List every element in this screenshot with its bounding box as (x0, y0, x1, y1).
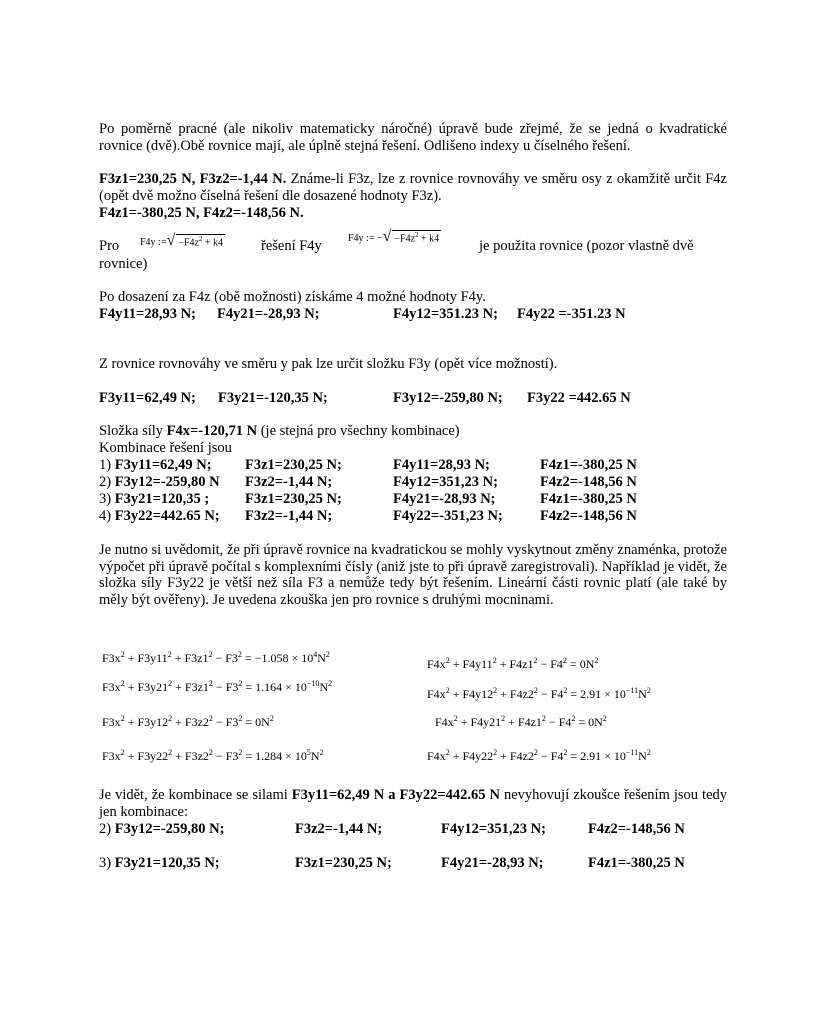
intro-paragraph: Po poměrně pracné (ale nikoliv matematicky náročné) úpravě bude zřejmé, že se jedná o kvadratické rovnice (dvě).Obě rovnice mají, ale úplně stejná řešení. Odlišeno indexy u číselného řešení. (99, 121, 727, 154)
f3y22: F3y22 =442.65 N (527, 390, 631, 406)
check-equation-left: $F3x^2 + F3y21^2 + F3z1^2 - F3^2 = 1.164 \times 10^{-10}N^2$ (102, 679, 333, 694)
final-combo-row: 3) F3y21=120,35 N; F3z1=230,25 N; F4y21=-28,93 N; F4z1=-380,25 N (99, 855, 685, 871)
check-equation-left: $F3x^2 + F3y22^2 + F3z2^2 - F3^2 = 1.284 \times 10^5N^2$ (102, 748, 324, 763)
check-equation-right: $F4x^2 + F4y12^2 + F4z2^2 - F4^2 = 2.91 \times 10^{-11}N^2$ (427, 686, 651, 701)
f3z-text: Známe-li F3z, lze z rovnice rovnováhy ve směru osy z okamžitě určit F4z (opět dvě možno číselná řešení dle dosazené hodnoty F3z). (99, 171, 727, 204)
f3y-values-row (99, 390, 739, 407)
combo-row: 3) F3y21=120,35 ; F3z1=230,25 N; F4y21=-28,93 N; F4z1=-380,25 N (99, 491, 637, 507)
f3y-intro: Z rovnice rovnováhy ve směru y pak lze určit složku F3y (opět více možností). (99, 356, 558, 372)
f3z-paragraph (99, 171, 727, 204)
combinations-heading: Kombinace řešení jsou (99, 440, 232, 456)
f3y21: F3y21=-120,35 N; (218, 390, 328, 406)
f4y-intro: Po dosazení za F4z (obě možnosti) získáme 4 možné hodnoty F4y. (99, 289, 486, 305)
check-equation-left: $F3x^2 + F3y11^2 + F3z1^2 - F3^2 = -1.058 \times 10^4N^2$ (102, 650, 330, 665)
rovnice-line2: rovnice) (99, 256, 148, 272)
f3y11: F3y11=62,49 N; (99, 390, 196, 406)
f3y12: F3y12=-259,80 N; (393, 390, 503, 406)
check-equation-right: $F4x^2 + F4y22^2 + F4z2^2 - F4^2 = 2.91 \times 10^{-11}N^2$ (427, 748, 651, 763)
f4z-values: F4z1=-380,25 N, F4z2=-148,56 N. (99, 205, 304, 221)
f4y-formula-2: F4y := −√ $-F4z^2 + k4$ (348, 228, 440, 245)
check-equation-right: $F4x^2 + F4y11^2 + F4z1^2 - F4^2 = 0N^2$ (427, 656, 599, 671)
f4x-paragraph: Složka síly F4x=-120,71 N (je stejná pro všechny kombinace) (99, 423, 460, 439)
final-combo-row: 2) F3y12=-259,80 N; F3z2=-1,44 N; F4y12=351,23 N; F4z2=-148,56 N (99, 821, 685, 837)
f4y-values-row (99, 306, 739, 323)
rovnice-text: je použita rovnice (pozor vlastně dvě (479, 238, 694, 254)
f4y-formula-1: F4y :=√ $-F4z^2 + k4$ (140, 232, 224, 249)
f4y12: F4y12=351.23 N; (393, 306, 498, 322)
f4y11: F4y11=28,93 N; (99, 306, 196, 322)
f4y22: F4y22 =-351.23 N (517, 306, 626, 322)
check-equation-left: $F3x^2 + F3y12^2 + F3z2^2 - F3^2 = 0N^2$ (102, 714, 274, 729)
conclusion-paragraph: Je vidět, že kombinace se silami F3y11=62,49 N a F3y22=442.65 N nevyhovují zkoušce řešením jsou tedy jen kombinace: (99, 787, 727, 820)
combo-row: 4) F3y22=442.65 N; F3z2=-1,44 N; F4y22=-351,23 N; F4z2=-148,56 N (99, 508, 637, 524)
check-equation-right: $F4x^2 + F4y21^2 + F4z1^2 - F4^2 = 0N^2$ (435, 714, 607, 729)
f3z-values: F3z1=230,25 N, F3z2=-1,44 N. (99, 171, 287, 187)
pro-text: Pro (99, 238, 120, 254)
combo-row: 2) F3y12=-259,80 N F3z2=-1,44 N; F4y12=351,23 N; F4z2=-148,56 N (99, 474, 637, 490)
f4x-value: F4x=-120,71 N (166, 423, 258, 439)
f4y21: F4y21=-28,93 N; (217, 306, 320, 322)
combo-row: 1) F3y11=62,49 N; F3z1=230,25 N; F4y11=28,93 N; F4z1=-380,25 N (99, 457, 637, 473)
explanation-paragraph: Je nutno si uvědomit, že při úpravě rovnice na kvadratickou se mohly vyskytnout změny znaménka, protože výpočet při úpravě počítal s komplexními čísly (aniž jste to při úpravě zaregistrovali). Například je vidět, že složka síly F3y22 je větší než síla F3 a nemůže tedy být řešením. Lineární části rovnic platí (ale také by měly být ověřeny). Je uvedena zkouška jen pro rovnice s druhými mocninami. (99, 542, 727, 608)
reseni-text: řešení F4y (261, 238, 322, 254)
